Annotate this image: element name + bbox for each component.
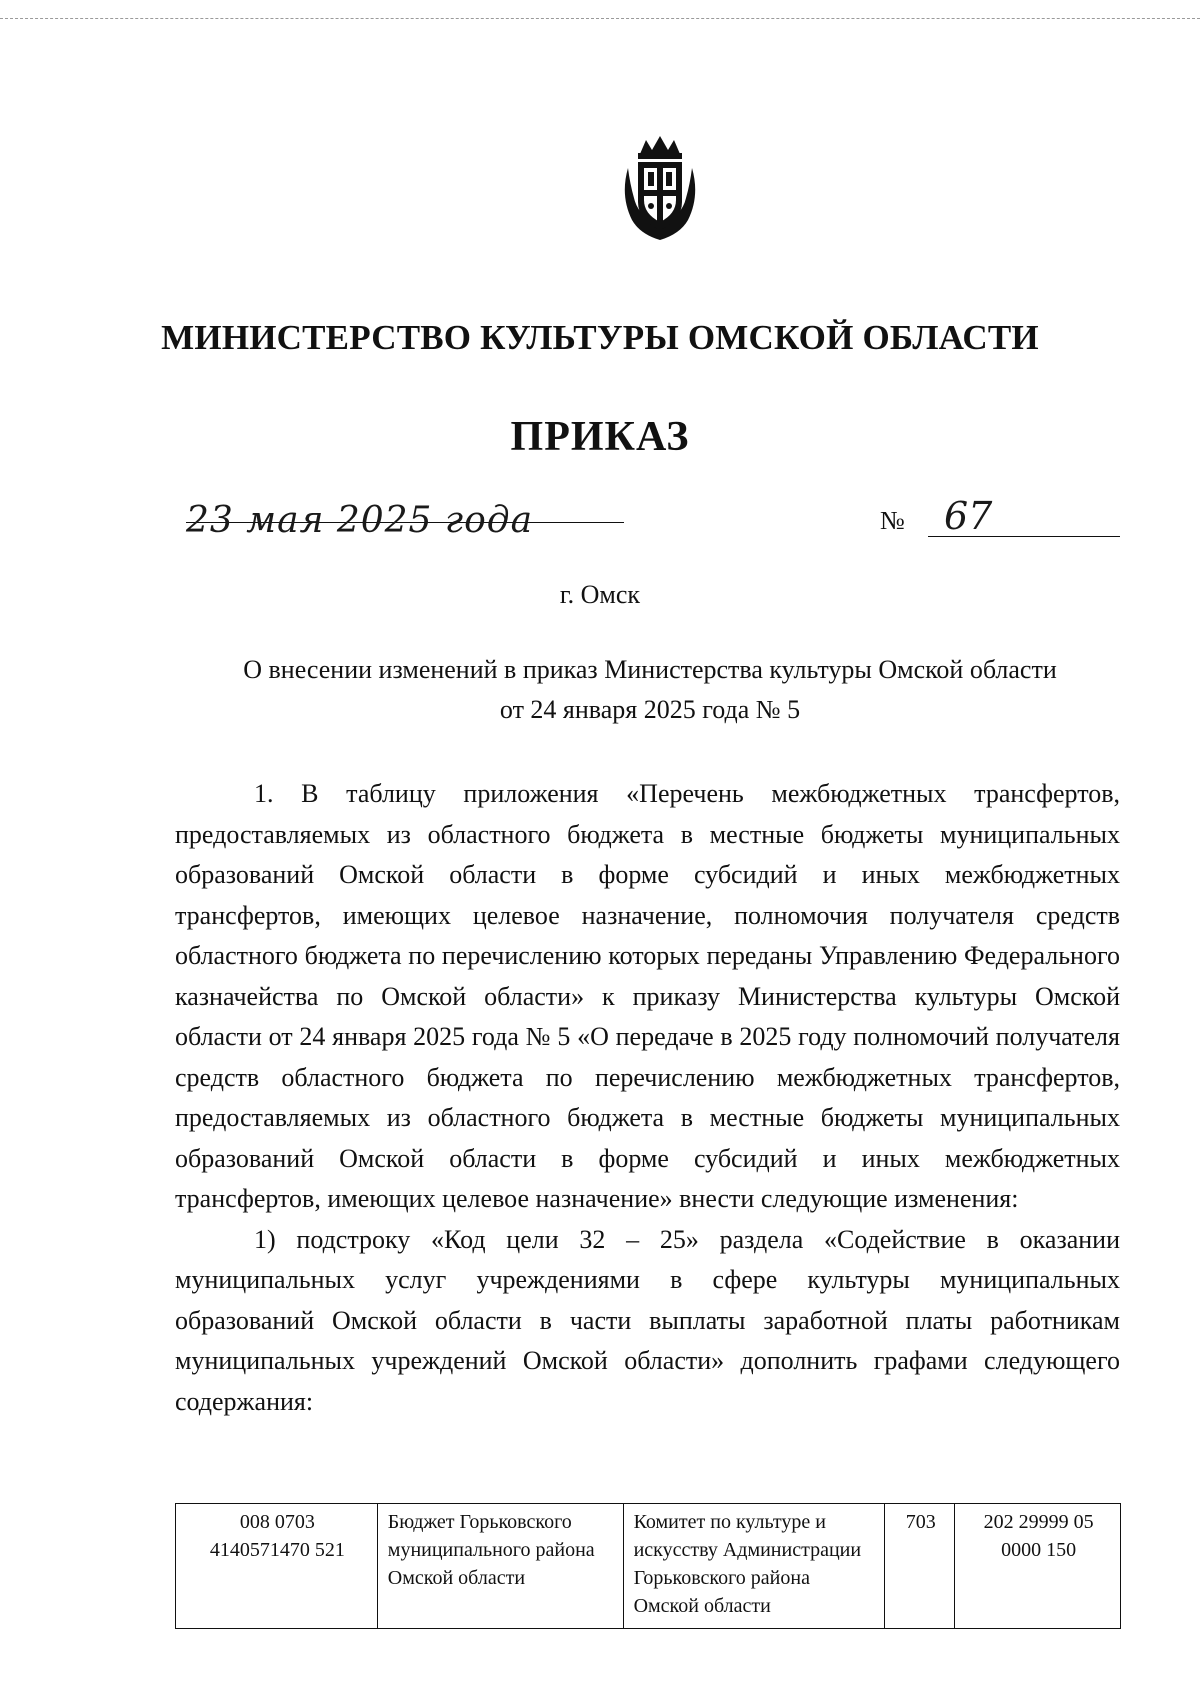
administrator-cell: Комитет по культуре и искусству Администрации Горьковского района Омской области (623, 1504, 885, 1629)
handwritten-number: 67 (944, 494, 993, 538)
subject-line-1: О внесении изменений в приказ Министерства культуры Омской области (243, 655, 1057, 684)
number-sign: № (880, 506, 905, 535)
scan-edge-line (0, 18, 1200, 19)
document-type-heading: ПРИКАЗ (510, 414, 690, 460)
ministry-title: МИНИСТЕРСТВО КУЛЬТУРЫ ОМСКОЙ ОБЛАСТИ (161, 318, 1039, 357)
classification-code-line-1: 008 0703 (239, 1511, 315, 1533)
code-cell: 703 (885, 1504, 955, 1629)
paragraph-2: 1) подстроку «Код цели 32 – 25» раздела «Содействие в оказании муниципальных услуг учреждениями в сфере культуры муниципальных образований Омской области в части выплаты заработной платы работникам муниципальных учреждений Омской области» дополнить графами следующего содержания: (175, 1224, 1120, 1416)
revenue-code-cell (955, 1504, 1121, 1629)
table-row (176, 1504, 1121, 1629)
classification-code-line-2: 4140571470 521 (209, 1539, 345, 1561)
budget-classification-code-cell (176, 1504, 378, 1629)
budget-name-cell: Бюджет Горьковского муниципального района Омской области (377, 1504, 623, 1629)
order-body (175, 774, 1120, 1422)
omsk-region-coat-of-arms-icon (618, 134, 702, 242)
city: г. Омск (559, 580, 641, 609)
revenue-code-line-2: 0000 150 (1001, 1539, 1077, 1561)
handwritten-date: 23 мая 2025 года (186, 500, 534, 541)
paragraph-1: 1. В таблицу приложения «Перечень межбюджетных трансфертов, предоставляемых из областного бюджета в местные бюджеты муниципальных образований Омской области в форме субсидий и иных межбюджетных трансфертов, имеющих целевое назначение, полномочия получателя средств областного бюджета по перечислению которых переданы Управлению Федерального казначейства по Омской области» к приказу Министерства культуры Омской области от 24 января 2025 года № 5 «О передаче в 2025 году полномочий получателя средств областного бюджета по перечислению межбюджетных трансфертов, предоставляемых из областного бюджета в местные бюджеты муниципальных образований Омской области в форме субсидий и иных межбюджетных трансфертов, имеющих целевое назначение» внести следующие изменения: (175, 779, 1120, 1213)
revenue-code-line-1: 202 29999 05 (983, 1511, 1094, 1533)
additions-table (175, 1503, 1121, 1629)
subject-line-2: от 24 января 2025 года № 5 (499, 695, 801, 724)
order-subject (180, 650, 1120, 730)
